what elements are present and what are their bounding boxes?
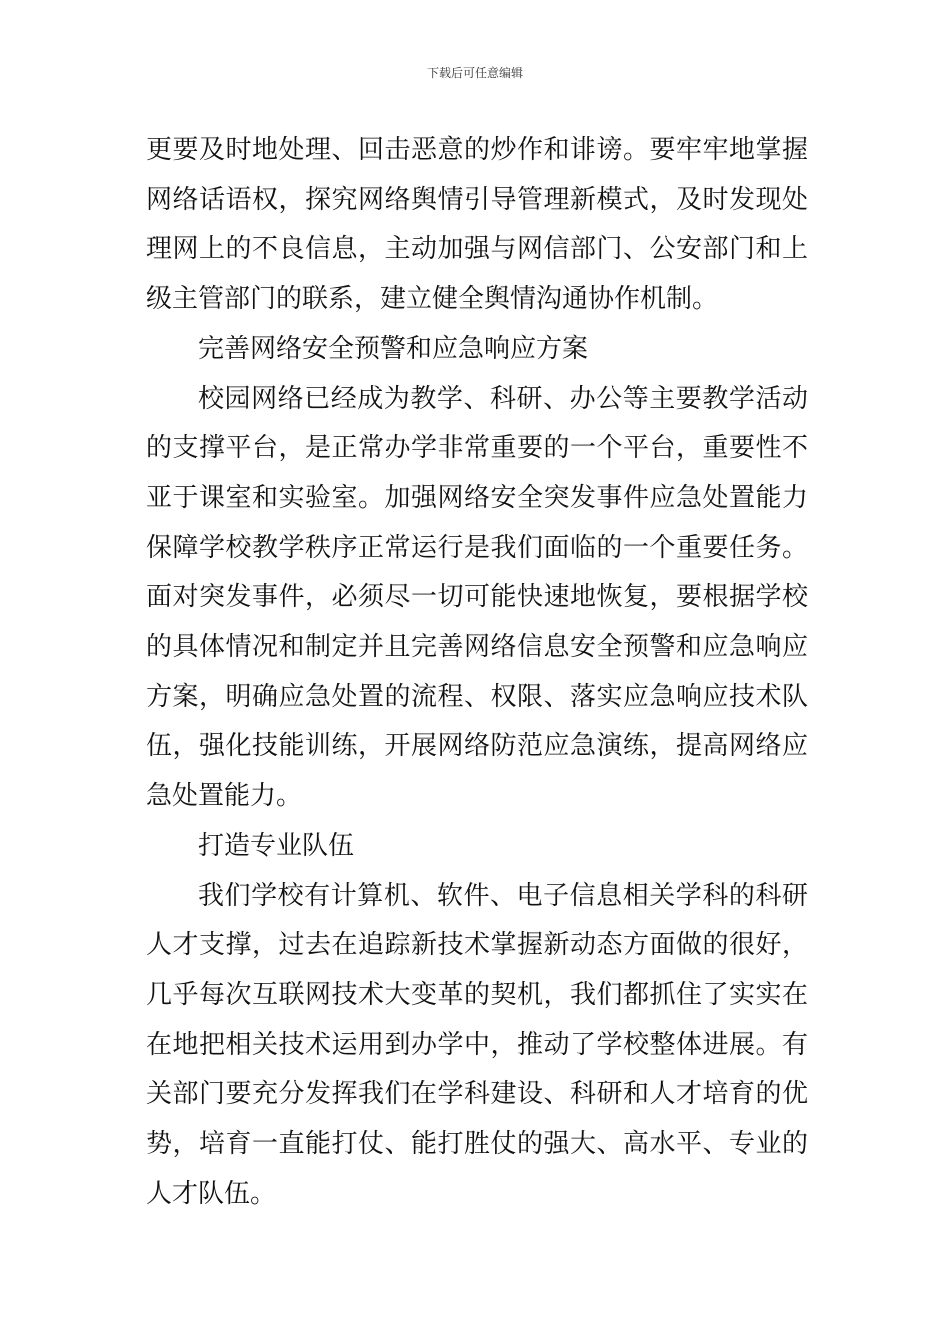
section-heading-professional-team: 打造专业队伍 <box>198 830 355 861</box>
page-header: 下载后可任意编辑 <box>426 66 523 80</box>
paragraph-professional-team: 我们学校有计算机、软件、电子信息相关学科的科研人才支撑，过去在追踪新技术掌握新动态方面做的很好，几乎每次互联网技术大变革的契机，我们都抓住了实实在在地把相关技术运用到办学中，推动了学校整体进展。有关部门要充分发挥我们在学科建设、科研和人才培育的优势，培育一直能打仗、能打胜仗的强大、高水平、专业的人才队伍。 <box>146 880 808 1209</box>
section-heading-emergency-response: 完善网络安全预警和应急响应方案 <box>198 333 589 364</box>
paragraph-emergency-response: 校园网络已经成为教学、科研、办公等主要教学活动的支撑平台，是正常办学非常重要的一个平台，重要性不亚于课室和实验室。加强网络安全突发事件应急处置能力保障学校教学秩序正常运行是我们面临的一个重要任务。面对突发事件，必须尽一切可能快速地恢复，要根据学校的具体情况和制定并且完善网络信息安全预警和应急响应方案，明确应急处置的流程、权限、落实应急响应技术队伍，强化技能训练，开展网络防范应急演练，提高网络应急处置能力。 <box>146 383 808 812</box>
document-body <box>146 126 808 1219</box>
paragraph-public-opinion: 更要及时地处理、回击恶意的炒作和诽谤。要牢牢地掌握网络话语权，探究网络舆情引导管理新模式，及时发现处理网上的不良信息，主动加强与网信部门、公安部门和上级主管部门的联系，建立健全舆情沟通协作机制。 <box>146 135 808 315</box>
